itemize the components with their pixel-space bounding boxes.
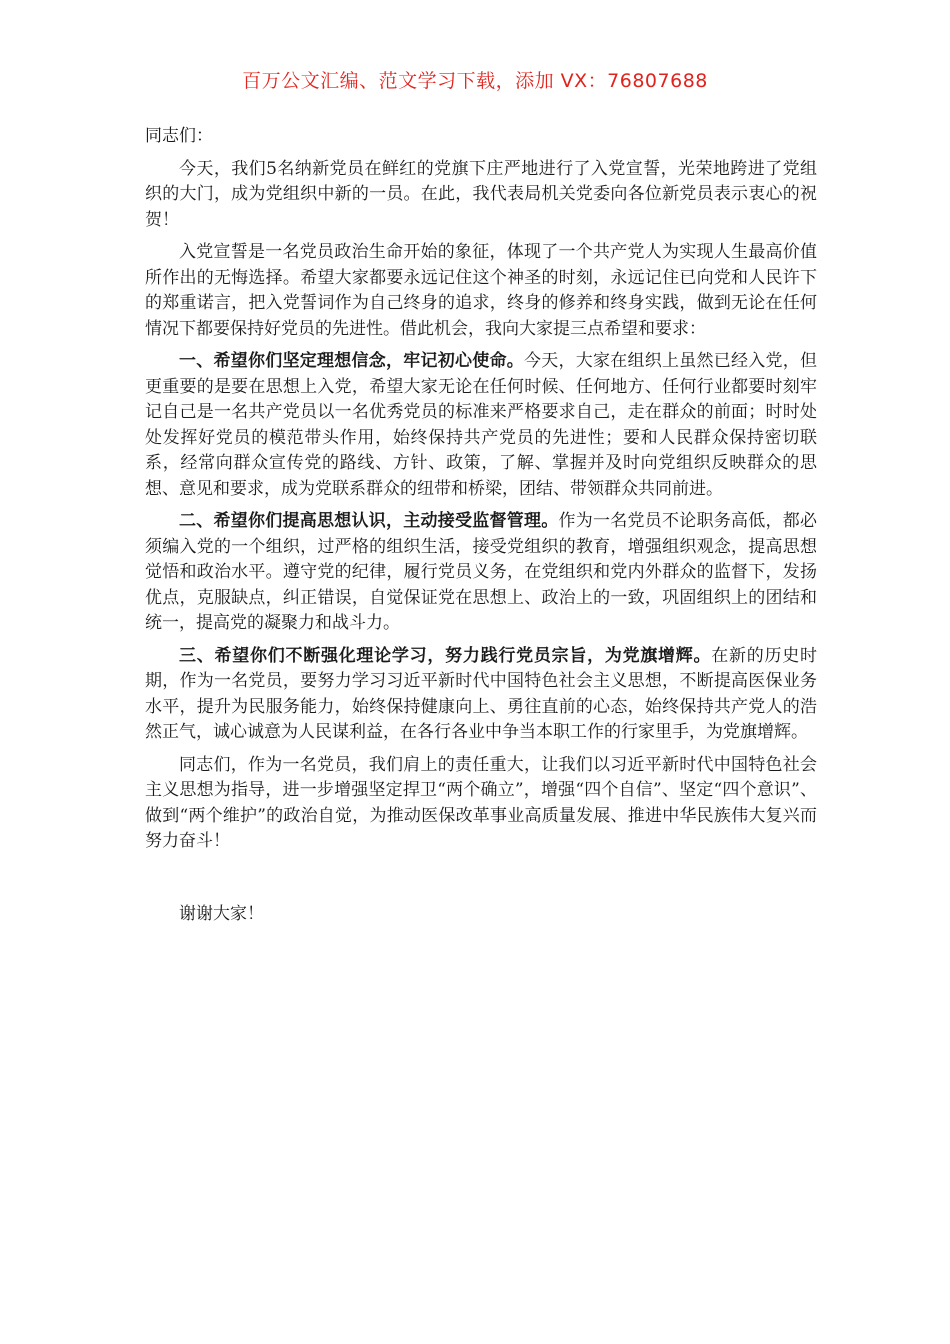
paragraph-hope-one — [145, 349, 817, 502]
paragraph-body: 作为一名党员不论职务高低，都必须编入党的一个组织，过严格的组织生活，接受党组织的教育，增强组织观念，提高思想觉悟和政治水平。遵守党的纪律，履行党员义务，在党组织和党内外群众的监督下，发扬优点，克服缺点，纠正错误，自觉保证党在思想上、政治上的一致，巩固组织上的团结和统一，提高党的凝聚力和战斗力。 — [145, 511, 817, 633]
paragraph-lead-heading: 一、希望你们坚定理想信念，牢记初心使命。 — [179, 351, 524, 371]
watermark-header: 百万公文汇编、范文学习下载，添加 VX：76807688 — [242, 70, 708, 92]
paragraph-lead-heading: 三、希望你们不断强化理论学习，努力践行党员宗旨，为党旗增辉。 — [179, 645, 712, 666]
paragraph-conclusion — [145, 753, 817, 855]
paragraph-hope-three — [145, 644, 817, 746]
closing-thanks: 谢谢大家！ — [179, 903, 264, 924]
paragraph-hope-two — [145, 509, 817, 637]
paragraph-lead-heading: 二、希望你们提高思想认识，主动接受监督管理。 — [179, 511, 559, 531]
paragraph-oath-meaning — [145, 240, 817, 342]
paragraph-congratulation — [145, 157, 817, 234]
paragraph-body: 今天，大家在组织上虽然已经入党，但更重要的是要在思想上入党，希望大家无论在任何时候、任何地方、任何行业都要时刻牢记自己是一名共产党员以一名优秀党员的标准来严格要求自己，走在群众的前面；时时处处发挥好党员的模范带头作用，始终保持共产党员的先进性；要和人民群众保持密切联系，经常向群众宣传党的路线、方针、政策，了解、掌握并及时向党组织反映群众的思想、意见和要求，成为党联系群众的纽带和桥梁，团结、带领群众共同前进。 — [145, 351, 817, 499]
speech-document — [145, 124, 817, 927]
paragraph-body: 入党宣誓是一名党员政治生命开始的象征，体现了一个共产党人为实现人生最高价值所作出的无悔选择。希望大家都要永远记住这个神圣的时刻，永远记住已向党和人民许下的郑重诺言，把入党誓词作为自己终身的追求，终身的修养和终身实践，做到无论在任何情况下都要保持好党员的先进性。借此机会，我向大家提三点希望和要求： — [145, 242, 817, 339]
paragraph-body: 今天，我们5名纳新党员在鲜红的党旗下庄严地进行了入党宣誓，光荣地跨进了党组织的大门，成为党组织中新的一员。在此，我代表局机关党委向各位新党员表示衷心的祝贺！ — [145, 158, 817, 230]
paragraph-body: 同志们，作为一名党员，我们肩上的责任重大，让我们以习近平新时代中国特色社会主义思想为指导，进一步增强坚定捍卫“两个确立”，增强“四个自信”、坚定“四个意识”、做到“两个维护”的政治自觉，为推动医保改革事业高质量发展、推进中华民族伟大复兴而努力奋斗！ — [145, 754, 817, 851]
paragraph-body: 在新的历史时期，作为一名党员，要努力学习习近平新时代中国特色社会主义思想，不断提高医保业务水平，提升为民服务能力，始终保持健康向上、勇往直前的心态，始终保持共产党人的浩然正气，诚心诚意为人民谋利益，在各行各业中争当本职工作的行家里手，为党旗增辉。 — [145, 645, 818, 742]
salutation: 同志们： — [145, 126, 213, 146]
